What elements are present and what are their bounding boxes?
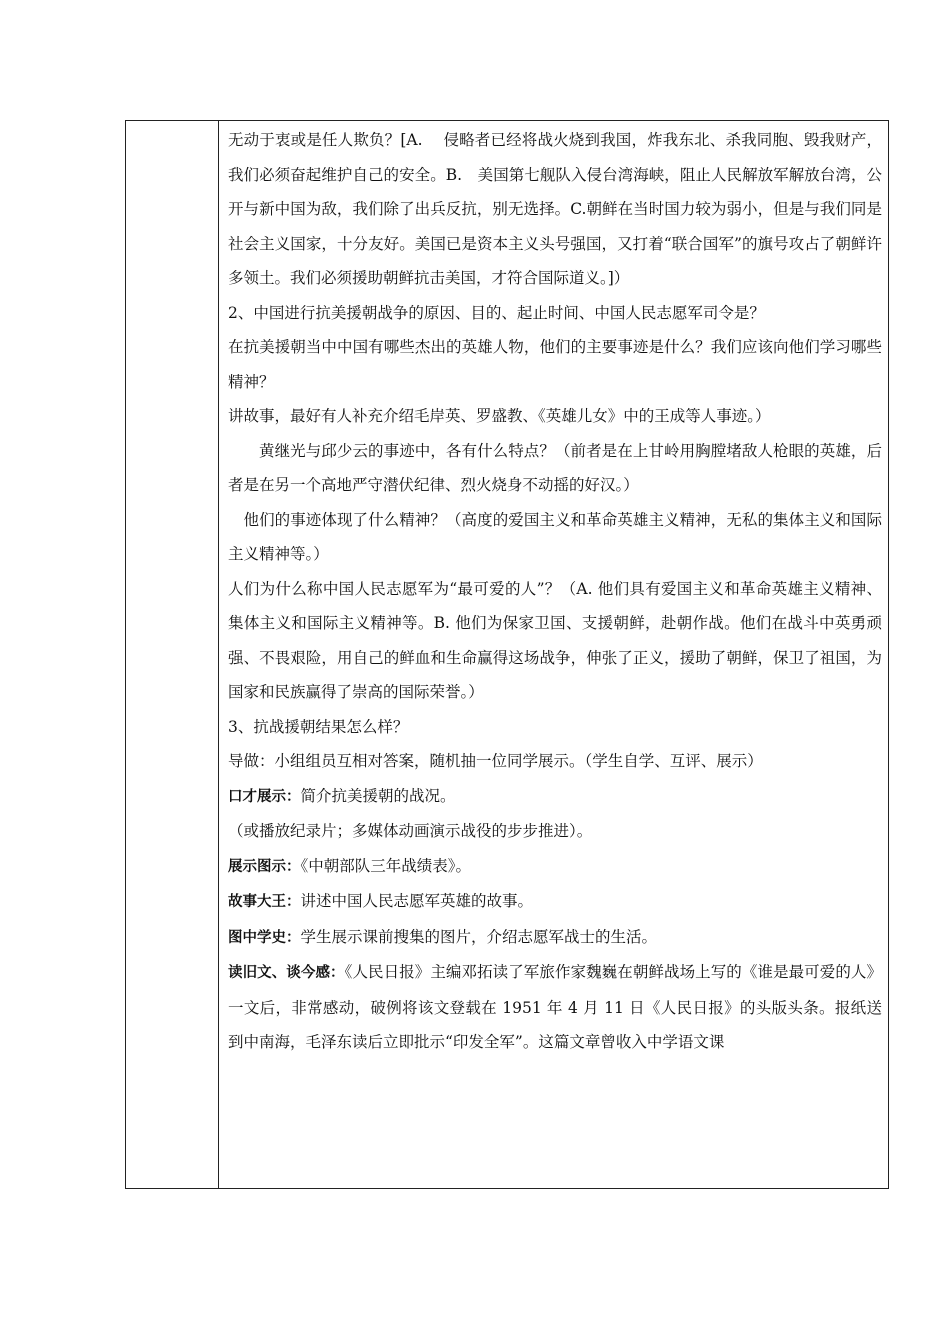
table-content-cell [228, 123, 882, 1060]
activity-documentary [228, 814, 882, 849]
paragraph-loveliest-people: 人们为什么称中国人民志愿军为“最可爱的人”？（A. 他们具有爱国主义和革命英雄主义精神、集体主义和国际主义精神等。B. 他们为保家卫国、支援朝鲜，赴朝作战。他们在战斗中英勇顽强、不畏艰险，用自己的鲜血和生命赢得这场战争，伸张了正义，援助了朝鲜，保卫了祖国，为国家和民族赢得了崇高的国际荣誉。） [228, 579, 882, 701]
activity-chart-display [228, 849, 882, 885]
activity-text: 《中朝部队三年战绩表》。 [300, 856, 472, 875]
paragraph-guidance: 导做：小组组员互相对答案，随机抽一位同学展示。（学生自学、互评、展示） [228, 752, 763, 770]
paragraph-spirit: 他们的事迹体现了什么精神？（高度的爱国主义和革命英雄主义精神，无私的集体主义和国际主义精神等。） [228, 510, 882, 563]
activity-text: （或播放纪录片；多媒体动画演示战役的步步推进）。 [228, 822, 593, 840]
table-left-column [126, 121, 219, 1188]
activity-label: 口才展示： [228, 788, 301, 805]
lesson-table [125, 120, 889, 1189]
activity-label: 故事大王： [228, 894, 301, 910]
paragraph-question-2: 2、中国进行抗美援朝战争的原因、目的、起止时间、中国人民志愿军司令是？ [228, 303, 765, 322]
activity-story-king [228, 884, 882, 920]
activity-read-old-article [228, 955, 882, 1060]
paragraph-huang-qiu: 黄继光与邱少云的事迹中，各有什么特点？（前者是在上甘岭用胸膛堵敌人枪眼的英雄，后者是在另一个高地严守潜伏纪律、烈火烧身不动摇的好汉。） [228, 441, 882, 494]
paragraph-intro-answer: 无动于衷或是任人欺负？[A. 侵略者已经将战火烧到我国，炸我东北、杀我同胞、毁我财产，我们必须奋起维护自己的安全。B. 美国第七舰队入侵台湾海峡，阻止人民解放军解放台湾，公开与新中国为敌，我们除了出兵反抗，别无选择。C.朝鲜在当时国力较为弱小，但是与我们同是社会主义国家，十分友好。美国已是资本主义头号强国，又打着“联合国军”的旗号攻占了朝鲜许多领土。我们必须援助朝鲜抗击美国，才符合国际道义。]） [228, 131, 882, 287]
paragraph-storytelling: 讲故事，最好有人补充介绍毛岸英、罗盛教、《英雄儿女》中的王成等人事迹。） [228, 407, 771, 425]
activity-label: 展示图示： [228, 858, 301, 875]
activity-text: 学生展示课前搜集的图片，介绍志愿军战士的生活。 [300, 927, 658, 946]
activity-eloquence [228, 779, 882, 815]
activity-text: 《人民日报》主编邓拓读了军旅作家魏巍在朝鲜战场上写的《谁是最可爱的人》一文后，非常感动，破例将该文登载在 1951 年 4 月 11 日《人民日报》的头版头条。报纸送到中南海，毛泽东读后立即批示“印发全军”。这篇文章曾收入中学语文课 [228, 963, 882, 1051]
activity-label: 读旧文、谈今感： [228, 965, 345, 981]
activity-history-in-pictures [228, 920, 882, 956]
paragraph-question-3: 3、抗战援朝结果怎么样？ [228, 717, 409, 736]
activity-text: 简介抗美援朝的战况。 [300, 786, 456, 805]
activity-text: 讲述中国人民志愿军英雄的故事。 [300, 892, 534, 910]
paragraph-heroes-question: 在抗美援朝当中中国有哪些杰出的英雄人物，他们的主要事迹是什么？我们应该向他们学习哪些精神？ [228, 338, 882, 391]
activity-label: 图中学史： [228, 929, 301, 946]
